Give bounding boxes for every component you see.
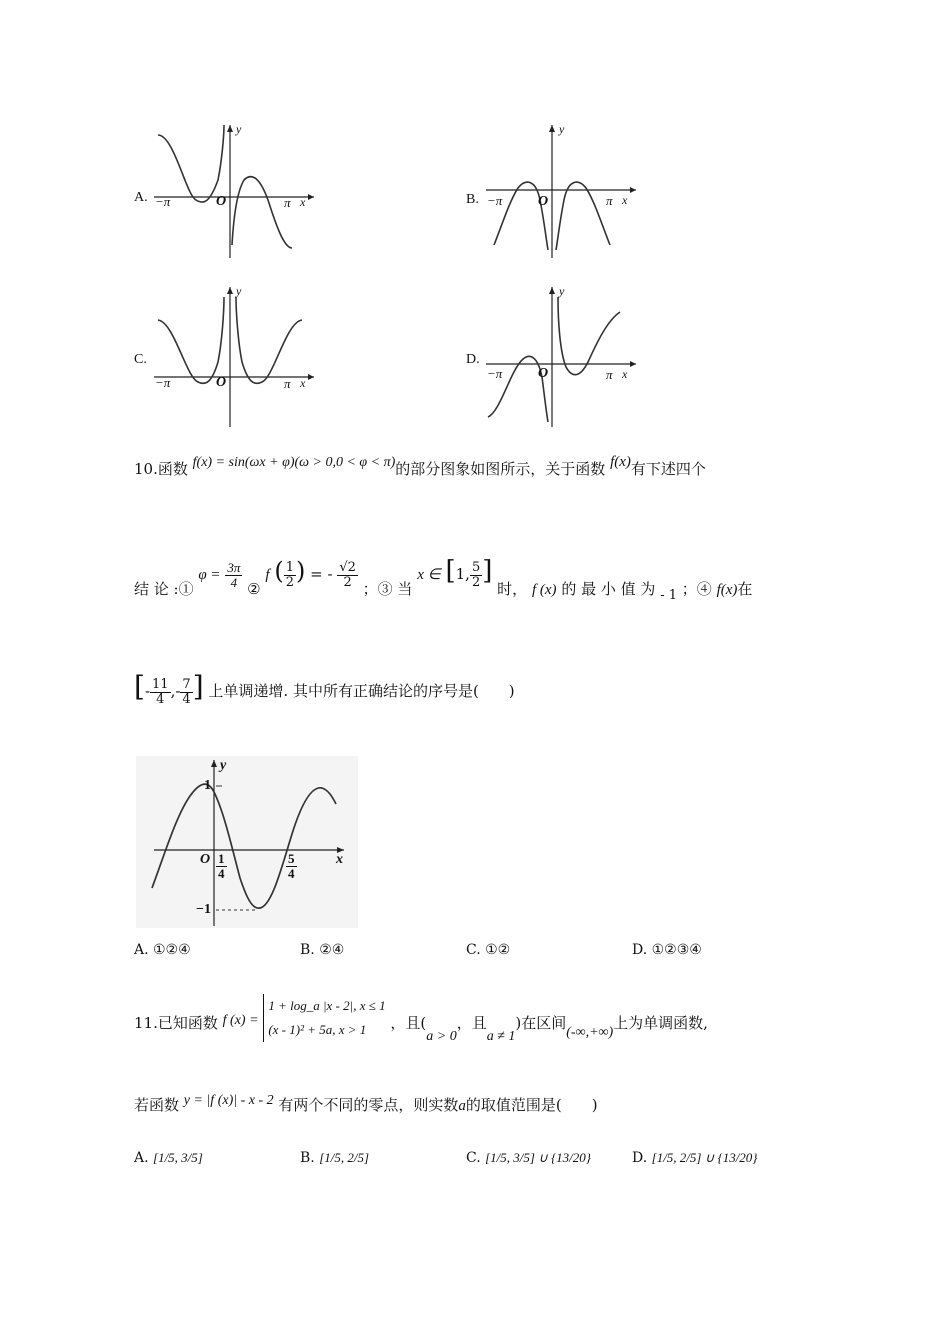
q10-c3-text2: 的 最 小 值 为 xyxy=(561,580,656,598)
q10-c1-frac: $\frac{3\pi}{4}$ xyxy=(227,559,241,590)
a-x: x xyxy=(300,195,306,209)
q10-number: 10. xyxy=(134,460,158,478)
q11-opt-d-label: D. xyxy=(632,1150,648,1166)
q11-f: f (x) = xyxy=(222,1013,259,1028)
q11-case2: (x - 1)² + 5a, x > 1 xyxy=(268,1022,367,1037)
q11-number: 11. xyxy=(134,1014,158,1032)
q10-c1-lhs: φ = xyxy=(198,567,221,583)
q10-l3-frac1: $\frac{11}{4}$ xyxy=(152,676,169,707)
option-d-plot xyxy=(466,282,656,430)
q10-l3-frac2: $\frac{7}{4}$ xyxy=(182,676,191,707)
q10-plot xyxy=(136,756,358,928)
q10-c3-frac: $\frac{5}{2}$ xyxy=(471,559,481,590)
q11-mid4: 上为单调函数, xyxy=(613,1014,708,1032)
q11-line1 xyxy=(134,1000,708,1048)
b-pi: π xyxy=(606,193,613,208)
q11-opt-c-text: [1/5, 3/5] ∪ {13/20} xyxy=(485,1150,591,1165)
b-x: x xyxy=(622,193,628,207)
q11-opt-b-label: B. xyxy=(300,1150,315,1166)
q10-option-b[interactable]: B. ②④ xyxy=(300,942,345,958)
q11-var-a: a xyxy=(458,1098,466,1114)
q10-c2-rhs: $\frac{√2}{2}$ xyxy=(339,559,356,590)
q10-graph-quarter: $\frac{1}{4}$ xyxy=(218,851,225,881)
q11-mid3: )在区间 xyxy=(515,1014,567,1032)
b-origin: O xyxy=(538,194,549,209)
q10-graph-neg-one: −1 xyxy=(196,902,211,917)
q11-mid1: ，且( xyxy=(390,1014,427,1032)
q10-c3-f: f (x) xyxy=(531,582,557,598)
q10-l3-sep: ,- xyxy=(170,682,181,700)
q11-line2-a: 若函数 xyxy=(134,1096,180,1114)
a-origin: O xyxy=(216,194,227,209)
option-b-plot xyxy=(466,120,656,260)
q11-option-d[interactable] xyxy=(632,1150,758,1166)
option-a-plot xyxy=(134,120,324,260)
q11-cond1: a > 0 xyxy=(426,1029,457,1044)
option-d-label: D. xyxy=(466,352,480,367)
q11-option-c[interactable] xyxy=(466,1150,591,1166)
q11-piecewise xyxy=(263,994,385,1042)
q10-c4-mark: ；④ xyxy=(681,580,712,598)
option-a-label: A. xyxy=(134,190,148,205)
c-origin: O xyxy=(216,375,227,390)
q11-opt-d-text: [1/5, 2/5] ∪ {13/20} xyxy=(651,1150,758,1165)
q11-opt-a-label: A. xyxy=(134,1150,149,1166)
q10-c2-frac: $\frac{1}{2}$ xyxy=(285,559,294,590)
q10-intro-3: 有下述四个 xyxy=(630,460,706,478)
q10-line2-lead: 结 论 :① xyxy=(134,580,194,598)
q10-line2: 结 论 :① φ = $\frac{3\pi}{4}$ ② f ( $\frac{1}{2}$ ) = - $\frac{√2}{2}$ ；③ 当 x ∈ [1, $\frac{5}{2}$ ] 时， f (x) 的 最 小 值 为 - 1 ；④ f(x)在 xyxy=(134,556,753,603)
q11-interval: (-∞,+∞) xyxy=(566,1025,614,1040)
q10-c4-text: 在 xyxy=(737,580,753,598)
q10-option-a[interactable]: A. ①②④ xyxy=(134,942,191,958)
q10-c3-text: 时， xyxy=(497,580,528,598)
option-c-graph[interactable] xyxy=(134,282,324,430)
q10-line3: [- $\frac{11}{4}$ ,- $\frac{7}{4}$ ] 上单调递增. 其中所有正确结论的序号是( ) xyxy=(134,670,515,707)
q10-graph-y: y xyxy=(220,758,227,773)
q10-graph-origin: O xyxy=(200,852,211,867)
d-x: x xyxy=(622,367,628,381)
c-pi: π xyxy=(284,376,291,391)
q10-graph-x: x xyxy=(336,852,343,867)
q10-option-d[interactable]: D. ①②③④ xyxy=(632,942,702,958)
d-neg-pi: −π xyxy=(487,366,503,381)
b-neg-pi: −π xyxy=(487,193,503,208)
c-y: y xyxy=(236,284,242,298)
q10-graph xyxy=(136,756,358,928)
a-pi: π xyxy=(284,195,291,210)
q10-intro-2: 的部分图象如图所示，关于函数 xyxy=(395,460,606,478)
option-b-graph[interactable] xyxy=(466,120,656,260)
q10-graph-one: 1 xyxy=(204,778,211,793)
q10-option-c[interactable]: C. ①② xyxy=(466,942,511,958)
option-c-label: C. xyxy=(134,352,147,367)
c-neg-pi: −π xyxy=(155,375,171,390)
q11-opt-a-text: [1/5, 3/5] xyxy=(153,1150,203,1165)
q10-c3-mark: ；③ 当 xyxy=(362,580,413,598)
q10-func: f(x) = sin(ωx + φ)(ω > 0,0 < φ < π) xyxy=(192,455,396,470)
d-pi: π xyxy=(606,367,613,382)
option-b-label: B. xyxy=(466,192,479,207)
q10-line3-text: 上单调递增. 其中所有正确结论的序号是( ) xyxy=(208,682,515,700)
q10-graph-five: $\frac{5}{4}$ xyxy=(288,851,295,881)
option-a-graph[interactable] xyxy=(134,120,324,260)
q10-c3-lo: 1, xyxy=(455,565,470,583)
q10-intro-1: 函数 xyxy=(157,460,188,478)
q11-option-a[interactable] xyxy=(134,1150,203,1166)
a-y: y xyxy=(236,122,242,136)
d-origin: O xyxy=(538,366,549,381)
q11-line2-c: 的取值范围是( ) xyxy=(465,1096,598,1114)
d-y: y xyxy=(559,284,565,298)
q11-option-b[interactable] xyxy=(300,1150,369,1166)
q10-line1 xyxy=(134,454,706,479)
c-x: x xyxy=(300,376,306,390)
q11-opt-c-label: C. xyxy=(466,1150,481,1166)
q10-c2-mark: ② xyxy=(247,580,261,598)
q10-func-short: f(x) xyxy=(610,454,631,470)
q11-cond2: a ≠ 1 xyxy=(486,1029,516,1044)
q11-mid2: ，且 xyxy=(456,1014,487,1032)
q11-line2 xyxy=(134,1094,598,1115)
q11-intro: 已知函数 xyxy=(157,1014,218,1032)
q11-y-expr: y = |f (x)| - x - 2 xyxy=(183,1093,274,1108)
q10-c3-val: - 1 xyxy=(660,588,677,603)
option-c-plot xyxy=(134,282,324,430)
q10-l3-neg: - xyxy=(144,682,151,700)
q10-c3-x: x ∈ xyxy=(417,567,441,583)
q11-line2-b: 有两个不同的零点，则实数 xyxy=(278,1096,459,1114)
q10-c2-eq: = - xyxy=(310,565,333,583)
q11-case1: 1 + log_a |x - 2|, x ≤ 1 xyxy=(268,998,386,1013)
a-neg-pi: −π xyxy=(155,194,171,209)
q10-c4-f: f(x) xyxy=(716,582,738,598)
b-y: y xyxy=(559,122,565,136)
q11-opt-b-text: [1/5, 2/5] xyxy=(319,1150,370,1165)
option-d-graph[interactable] xyxy=(466,282,656,430)
q10-c2-f: f xyxy=(265,567,270,583)
